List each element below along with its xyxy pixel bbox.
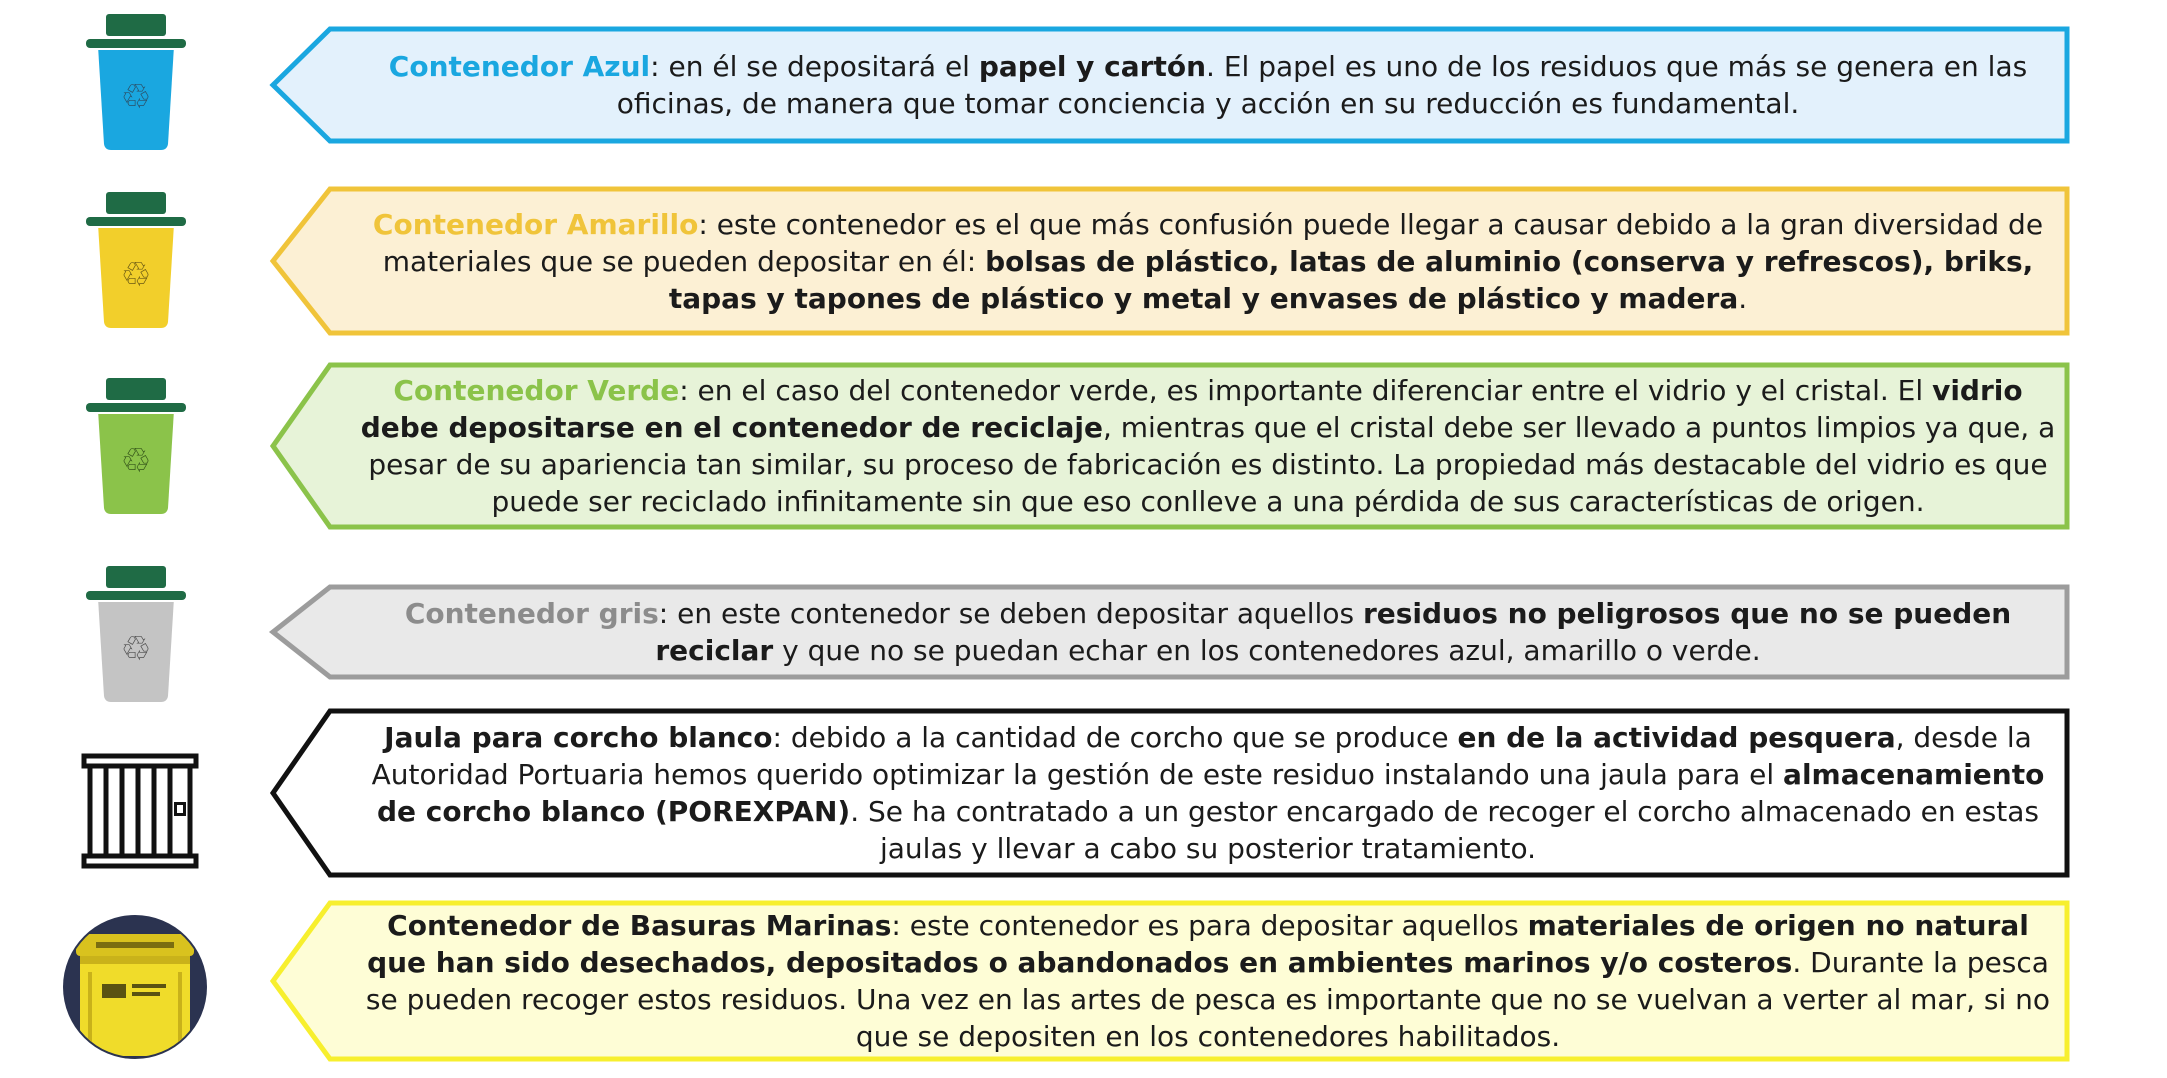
yellow-bin-icon	[62, 186, 212, 334]
info-callout-blue	[270, 26, 2070, 144]
svg-text:♲: ♲	[120, 441, 152, 481]
item-title: Jaula para corcho blanco	[384, 721, 773, 754]
info-callout-marine	[270, 900, 2070, 1062]
info-text-cage: Jaula para corcho blanco: debido a la cantidad de corcho que se produce en de la actividad pesquera, desde la Autoridad Portuaria hemos querido optimizar la gestión de este residuo instalando una jaula para el almacenamiento de corcho blanco (POREXPAN). Se ha contratado a un gestor encargado de recoger el corcho almacenado en estas jaulas y llevar a cabo su posterior tratamiento.	[371, 721, 2045, 865]
svg-text:♲: ♲	[120, 255, 152, 295]
svg-text:♲: ♲	[120, 77, 152, 117]
info-text-marine: Contenedor de Basuras Marinas: este contenedor es para depositar aquellos materiales de origen no natural que han sido desechados, depositados o abandonados en ambientes marinos y/o costeros. Durante la pesca se pueden recoger estos residuos. Una vez en las artes de pesca es importante que no se vuelvan a verter al mar, si no que se depositen en los contenedores habilitados.	[365, 909, 2051, 1053]
info-text-gray: Contenedor gris: en este contenedor se deben depositar aquellos residuos no peligrosos que no se pueden reciclar y que no se puedan echar en los contenedores azul, amarillo o verde.	[404, 597, 2012, 667]
info-row-marine	[0, 900, 2167, 1070]
item-title: Contenedor Azul	[388, 50, 651, 83]
blue-bin-icon	[62, 8, 212, 156]
info-callout-yellow	[270, 186, 2070, 336]
item-title: Contenedor Verde	[393, 374, 680, 407]
info-row-gray	[0, 560, 2167, 710]
info-text-yellow: Contenedor Amarillo: este contenedor es el que más confusión puede llegar a causar debido a la gran diversidad de materiales que se pueden depositar en él: bolsas de plástico, latas de aluminio (conserva y refrescos), briks, tapas y tapones de plástico y metal y envases de plástico y madera.	[372, 207, 2044, 315]
info-row-green	[0, 362, 2167, 530]
item-title: Contenedor Amarillo	[372, 207, 699, 241]
cage-icon	[62, 750, 212, 870]
info-callout-green	[270, 362, 2070, 530]
info-row-yellow	[0, 186, 2167, 336]
info-text-green: Contenedor Verde: en el caso del contenedor verde, es importante diferenciar entre el vidrio y el cristal. El vidrio debe depositarse en el contenedor de reciclaje, mientras que el cristal debe ser llevado a puntos limpios ya que, a pesar de su apariencia tan similar, su proceso de fabricación es distinto. La propiedad más destacable del vidrio es que puede ser reciclado infinitamente sin que eso conlleve a una pérdida de sus características de origen.	[360, 374, 2056, 518]
marine-litter-container-icon	[62, 912, 212, 1062]
info-row-blue	[0, 8, 2167, 156]
gray-bin-icon	[62, 560, 212, 708]
svg-text:♲: ♲	[120, 629, 152, 669]
info-callout-gray	[270, 584, 2070, 680]
info-callout-cage	[270, 708, 2070, 878]
item-title: Contenedor de Basuras Marinas	[387, 909, 892, 942]
item-title: Contenedor gris	[404, 597, 659, 630]
green-bin-icon	[62, 372, 212, 520]
info-row-cage	[0, 708, 2167, 878]
info-text-blue: Contenedor Azul: en él se depositará el papel y cartón. El papel es uno de los residuos que más se genera en las oficinas, de manera que tomar conciencia y acción en su reducción es fundamental.	[388, 50, 2028, 120]
